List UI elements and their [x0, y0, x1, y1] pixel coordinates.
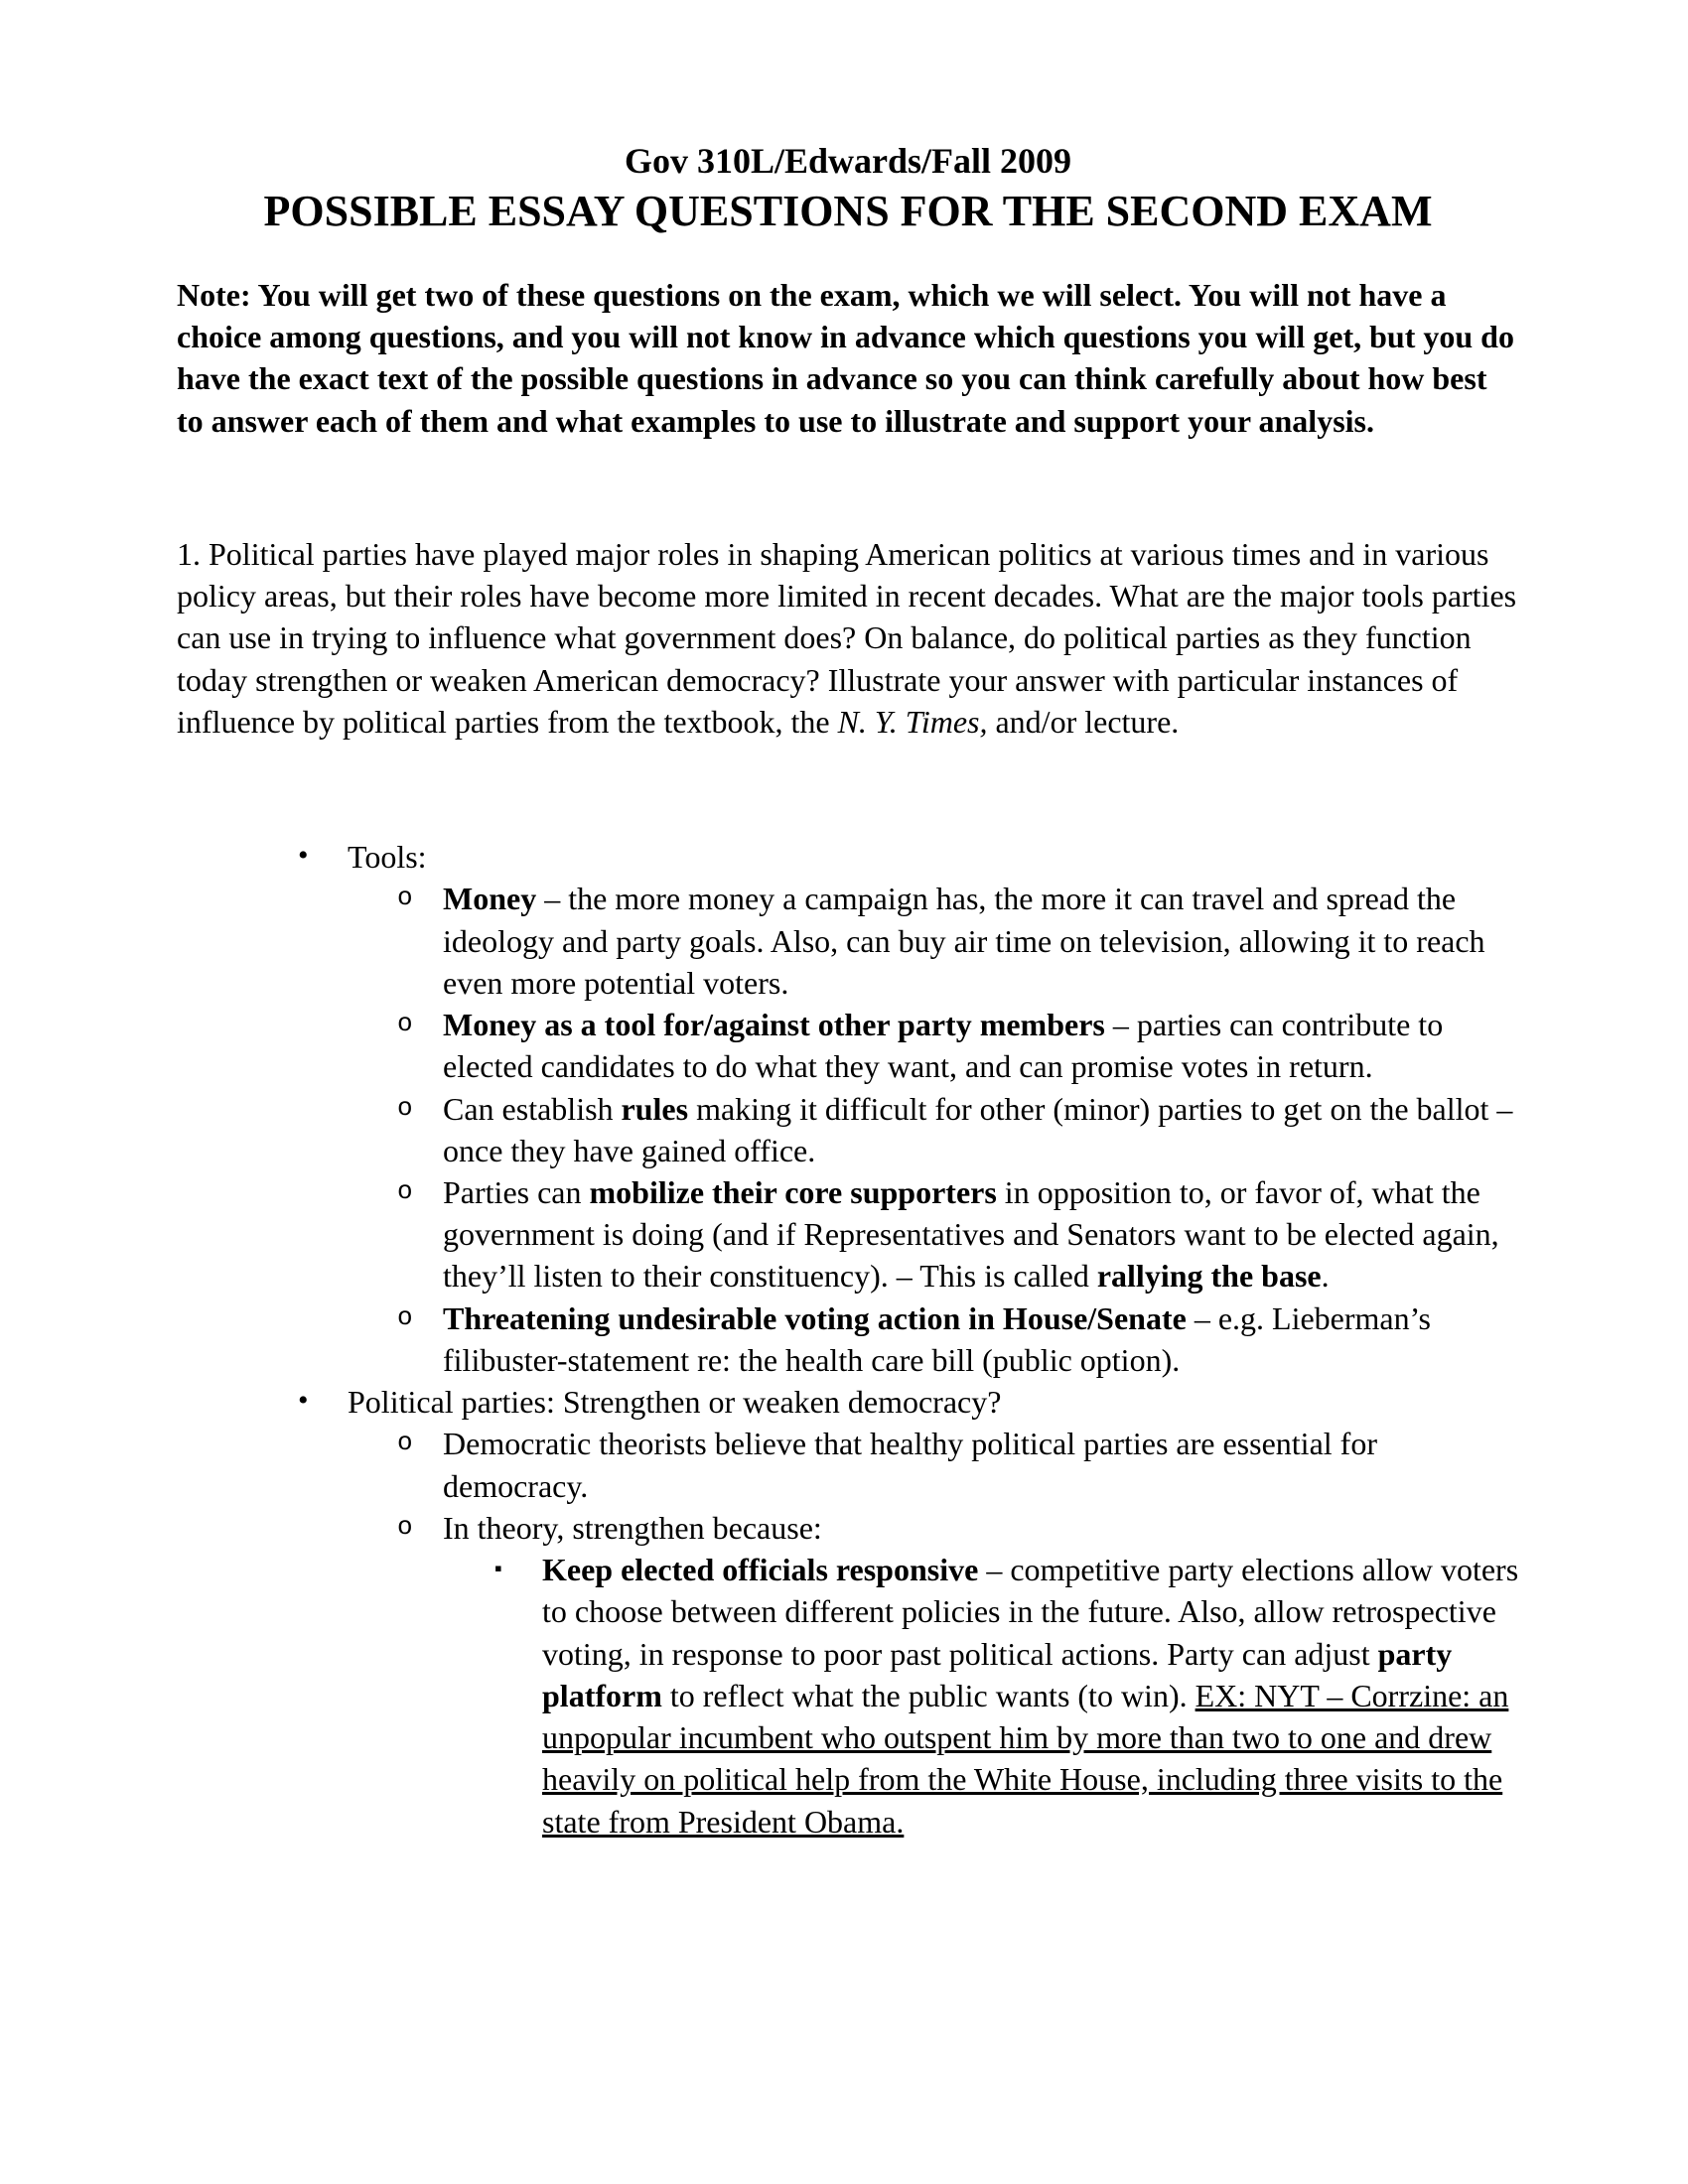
text-segment: making it difficult for other (minor) parties to get on the ballot – once they have gained office.	[443, 1090, 1513, 1168]
text-segment: mobilize their core supporters	[589, 1173, 997, 1210]
text-segment: – e.g. Lieberman’s filibuster-statement re: the health care bill (public option).	[443, 1299, 1431, 1378]
bullet-item	[177, 1423, 1519, 1506]
text-segment: rules	[621, 1090, 689, 1127]
text-segment: Threatening undesirable voting action in House/Senate	[443, 1299, 1187, 1336]
question-1-paragraph	[177, 533, 1519, 743]
bullet-item	[177, 1381, 1519, 1423]
text-segment: 1. Political parties have played major roles in shaping American politics at various times and in various policy areas, but their roles have become more limited in recent decades. What are the major tools parties can use in trying to influence what government does? On balance, do political parties as they function today strengthen or weaken American democracy? Illustrate your answer with particular instances of influence by political parties from the textbook, the	[177, 535, 1517, 740]
text-segment: rallying the base	[1096, 1258, 1322, 1295]
bullet-marker: o	[397, 883, 413, 913]
bullet-text	[443, 1507, 1519, 1549]
course-title: Gov 310L/Edwards/Fall 2009	[624, 141, 1072, 181]
bullet-marker: •	[298, 839, 309, 873]
document-heading: POSSIBLE ESSAY QUESTIONS FOR THE SECOND EXAM	[263, 187, 1433, 235]
text-segment: Democratic theorists believe that healthy political parties are essential for democracy.	[443, 1426, 1377, 1504]
text-segment: – competitive party elections allow voters to choose between different policies in the future. Also, allow retrospective voting, in response to poor past political actions. Party can adjust	[542, 1552, 1519, 1672]
bullet-marker: o	[397, 1511, 413, 1542]
text-segment: in opposition to, or favor of, what the government is doing (and if Representatives and Senators want to be elected again, they’ll listen to their constituency). – This is called	[443, 1173, 1499, 1295]
text-segment: Can establish	[443, 1090, 622, 1127]
text-segment: N. Y. Times,	[837, 703, 988, 740]
text-segment: Keep elected officials responsive	[542, 1552, 979, 1588]
document-title-block	[177, 139, 1519, 238]
text-segment: party platform	[542, 1635, 1453, 1713]
bullet-item	[177, 1171, 1519, 1297]
text-segment: In theory, strengthen because:	[443, 1509, 822, 1546]
text-segment: Parties can	[443, 1173, 590, 1210]
bullet-marker: •	[298, 1384, 309, 1418]
bullet-list	[177, 836, 1519, 1843]
bullet-text	[443, 1171, 1519, 1297]
text-segment: Tools:	[348, 839, 427, 876]
bullet-item	[177, 836, 1519, 878]
bullet-marker: o	[397, 1428, 413, 1458]
text-segment: and/or lecture.	[987, 703, 1180, 740]
bullet-text	[443, 1004, 1519, 1087]
bullet-text	[348, 836, 1519, 878]
text-segment: Money as a tool for/against other party members	[443, 1007, 1105, 1043]
bullet-marker: o	[397, 1092, 413, 1123]
bullet-text	[443, 1297, 1519, 1381]
bullet-marker: ▪	[494, 1556, 502, 1581]
bullet-item	[177, 1297, 1519, 1381]
text-segment: EX: NYT – Corrzine: an unpopular incumbent who outspent him by more than two to one and drew heavily on political help from the White House, including three visits to the state from President Obama.	[542, 1677, 1509, 1840]
text-segment: Money	[443, 881, 537, 917]
text-segment: – parties can contribute to elected candidates to do what they want, and can promise votes in return.	[443, 1007, 1444, 1085]
bullet-text	[542, 1549, 1519, 1843]
text-segment: – the more money a campaign has, the more it can travel and spread the ideology and party goals. Also, can buy air time on television, allowing it to reach even more potential voters.	[443, 881, 1485, 1001]
bullet-marker: o	[397, 1175, 413, 1206]
bullet-item	[177, 1088, 1519, 1171]
bullet-item	[177, 1004, 1519, 1087]
bullet-marker: o	[397, 1301, 413, 1332]
bullet-text	[443, 1423, 1519, 1506]
text-segment: Political parties: Strengthen or weaken democracy?	[348, 1384, 1002, 1421]
bullet-text	[443, 878, 1519, 1004]
bullet-text	[443, 1088, 1519, 1171]
bullet-item	[177, 878, 1519, 1004]
bullet-marker: o	[397, 1009, 413, 1039]
note-paragraph: Note: You will get two of these questions on the exam, which we will select. You will not have a choice among questions, and you will not know in advance which questions you will get, but you do have the exact text of the possible questions in advance so you can think carefully about how best to answer each of them and what examples to use to illustrate and support your analysis.	[177, 277, 1514, 439]
bullet-text	[348, 1381, 1519, 1423]
bullet-item	[177, 1549, 1519, 1843]
text-segment: to reflect what the public wants (to win).	[661, 1677, 1196, 1713]
bullet-item	[177, 1507, 1519, 1549]
text-segment: .	[1321, 1258, 1330, 1295]
